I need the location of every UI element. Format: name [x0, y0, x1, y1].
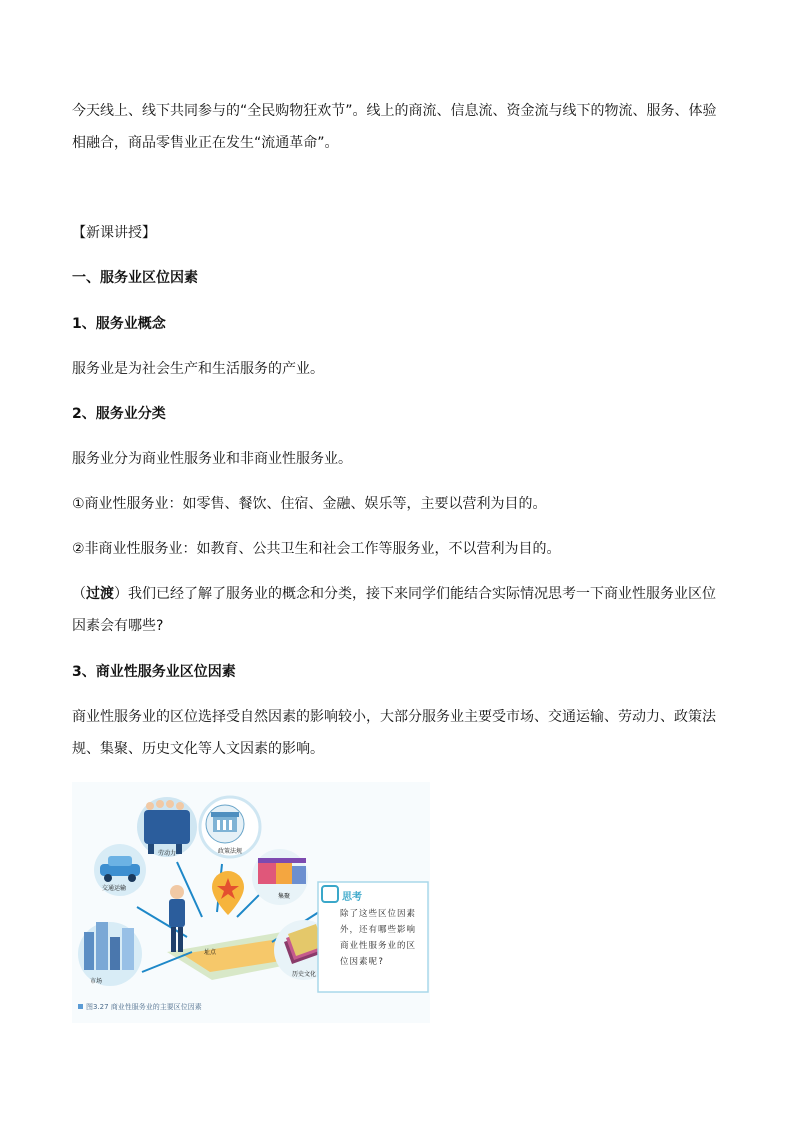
policy-building-icon: [211, 812, 239, 832]
transition-open-paren: （: [72, 586, 86, 602]
factor-label-transport: 交通运输: [101, 885, 127, 892]
intro-line-2: 相融合，商品零售业正在发生“流通革命”。: [72, 135, 339, 151]
classification-text: 服务业分为商业性服务业和非商业性服务业。: [72, 451, 352, 467]
location-factors-figure: [72, 782, 430, 1023]
think-question: 除了这些区位因素外，还有哪些影响商业性服务业的区位因素呢?: [340, 909, 417, 967]
factor-label-policy: 政策法规: [217, 848, 243, 855]
transition-line-2: 因素会有哪些?: [72, 618, 164, 634]
section-tag: 【新课讲授】: [72, 225, 156, 241]
figure-caption-text: 图3.27 商业性服务业的主要区位因素: [86, 1003, 202, 1011]
heading-service-location: 一、服务业区位因素: [72, 270, 198, 286]
factors-line-2: 规、集聚、历史文化等人文因素的影响。: [72, 741, 324, 757]
person-icon: [169, 885, 185, 952]
transition-label: 过渡: [86, 586, 114, 602]
factor-label-history: 历史文化: [291, 971, 317, 978]
transition-text: ）我们已经了解了服务业的概念和分类，接下来同学们能结合实际情况思考一下商业性服务业区位: [114, 586, 716, 602]
factor-label-agglomeration: 集聚: [277, 893, 291, 900]
subheading-concept: 1、服务业概念: [72, 316, 166, 332]
shops-icon: [258, 858, 306, 884]
figure-caption: [78, 1002, 202, 1012]
factor-label-market: 市场: [89, 978, 103, 985]
factor-label-site: 址点: [203, 949, 217, 956]
figure-illustration: [72, 782, 430, 1023]
subheading-classification: 2、服务业分类: [72, 406, 166, 422]
subheading-commercial-factors: 3、商业性服务业区位因素: [72, 664, 236, 680]
think-title: 思考: [342, 892, 362, 903]
intro-line-1: 今天线上、线下共同参与的“全民购物狂欢节”。线上的商流、信息流、资金流与线下的物流、服务、体验: [72, 103, 717, 119]
factor-label-labor: 劳动力: [157, 850, 177, 857]
factors-line-1: 商业性服务业的区位选择受自然因素的影响较小，大部分服务业主要受市场、交通运输、劳动力、政策法: [72, 709, 716, 725]
transition-line-1: [72, 578, 724, 610]
caption-marker-icon: [78, 1004, 83, 1009]
classification-item-noncommercial: ②非商业性服务业：如教育、公共卫生和社会工作等服务业，不以营利为目的。: [72, 541, 561, 557]
classification-item-commercial: ①商业性服务业：如零售、餐饮、住宿、金融、娱乐等，主要以营利为目的。: [72, 496, 547, 512]
concept-text: 服务业是为社会生产和生活服务的产业。: [72, 361, 324, 377]
